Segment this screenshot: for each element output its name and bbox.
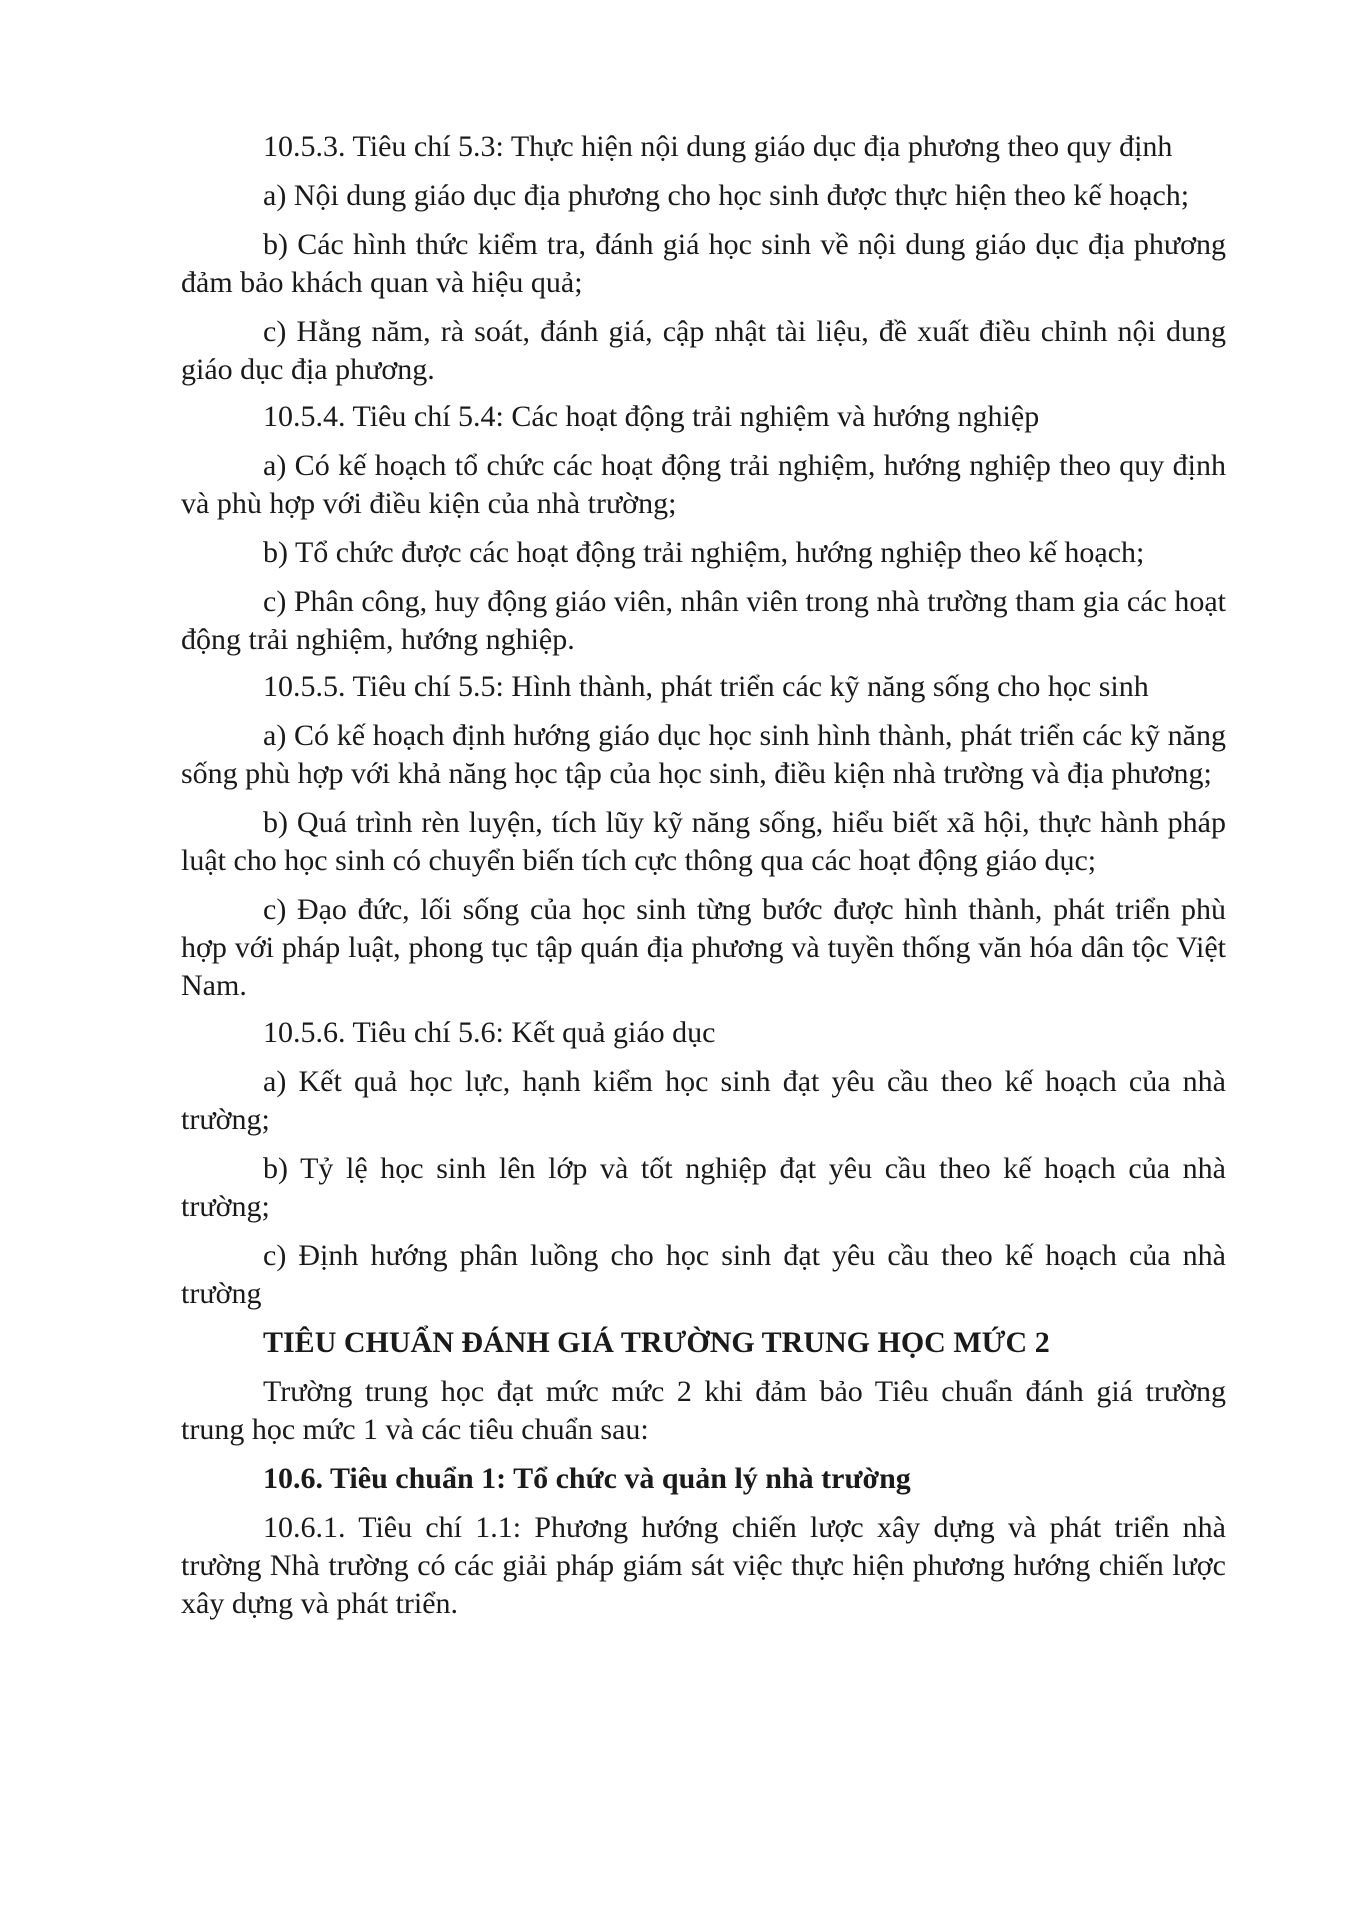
document-page bbox=[181, 128, 1226, 1634]
criterion-5-3-item-b: b) Các hình thức kiểm tra, đánh giá học sinh về nội dung giáo dục địa phương đảm bảo khách quan và hiệu quả; bbox=[181, 228, 1226, 299]
criterion-5-3-item-a: a) Nội dung giáo dục địa phương cho học sinh được thực hiện theo kế hoạch; bbox=[263, 179, 1190, 212]
standard-10-6-heading: 10.6. Tiêu chuẩn 1: Tổ chức và quản lý nhà trường bbox=[263, 1462, 911, 1495]
criterion-5-4-title: 10.5.4. Tiêu chí 5.4: Các hoạt động trải nghiệm và hướng nghiệp bbox=[263, 400, 1040, 433]
level-2-intro: Trường trung học đạt mức mức 2 khi đảm bảo Tiêu chuẩn đánh giá trường trung học mức 1 và các tiêu chuẩn sau: bbox=[181, 1375, 1226, 1446]
criterion-5-6-item-b: b) Tỷ lệ học sinh lên lớp và tốt nghiệp đạt yêu cầu theo kế hoạch của nhà trường; bbox=[181, 1152, 1226, 1223]
level-2-standards-heading: TIÊU CHUẨN ĐÁNH GIÁ TRƯỜNG TRUNG HỌC MỨC 2 bbox=[263, 1326, 1050, 1359]
criterion-5-6-title: 10.5.6. Tiêu chí 5.6: Kết quả giáo dục bbox=[263, 1016, 716, 1049]
criterion-5-5-title: 10.5.5. Tiêu chí 5.5: Hình thành, phát triển các kỹ năng sống cho học sinh bbox=[263, 670, 1149, 703]
criterion-5-4-item-a: a) Có kế hoạch tổ chức các hoạt động trải nghiệm, hướng nghiệp theo quy định và phù hợp với điều kiện của nhà trường; bbox=[181, 449, 1226, 520]
criterion-5-5-item-a: a) Có kế hoạch định hướng giáo dục học sinh hình thành, phát triển các kỹ năng sống phù hợp với khả năng học tập của học sinh, điều kiện nhà trường và địa phương; bbox=[181, 719, 1226, 790]
criterion-5-4-item-c: c) Phân công, huy động giáo viên, nhân viên trong nhà trường tham gia các hoạt động trải nghiệm, hướng nghiệp. bbox=[181, 585, 1226, 656]
criterion-1-1-text: 10.6.1. Tiêu chí 1.1: Phương hướng chiến lược xây dựng và phát triển nhà trường Nhà trường có các giải pháp giám sát việc thực hiện phương hướng chiến lược xây dựng và phát triển. bbox=[181, 1511, 1226, 1620]
criterion-5-6-item-a: a) Kết quả học lực, hạnh kiểm học sinh đạt yêu cầu theo kế hoạch của nhà trường; bbox=[181, 1065, 1226, 1136]
criterion-5-3-title: 10.5.3. Tiêu chí 5.3: Thực hiện nội dung giáo dục địa phương theo quy định bbox=[263, 130, 1173, 163]
criterion-5-5-item-b: b) Quá trình rèn luyện, tích lũy kỹ năng sống, hiểu biết xã hội, thực hành pháp luật cho học sinh có chuyển biến tích cực thông qua các hoạt động giáo dục; bbox=[181, 806, 1226, 877]
criterion-5-3-item-c: c) Hằng năm, rà soát, đánh giá, cập nhật tài liệu, đề xuất điều chỉnh nội dung giáo dục địa phương. bbox=[181, 315, 1226, 386]
criterion-5-5-item-c: c) Đạo đức, lối sống của học sinh từng bước được hình thành, phát triển phù hợp với pháp luật, phong tục tập quán địa phương và tuyền thống văn hóa dân tộc Việt Nam. bbox=[181, 893, 1226, 1002]
criterion-5-6-item-c: c) Định hướng phân luồng cho học sinh đạt yêu cầu theo kế hoạch của nhà trường bbox=[181, 1239, 1226, 1310]
criterion-5-4-item-b: b) Tổ chức được các hoạt động trải nghiệm, hướng nghiệp theo kế hoạch; bbox=[263, 536, 1145, 569]
